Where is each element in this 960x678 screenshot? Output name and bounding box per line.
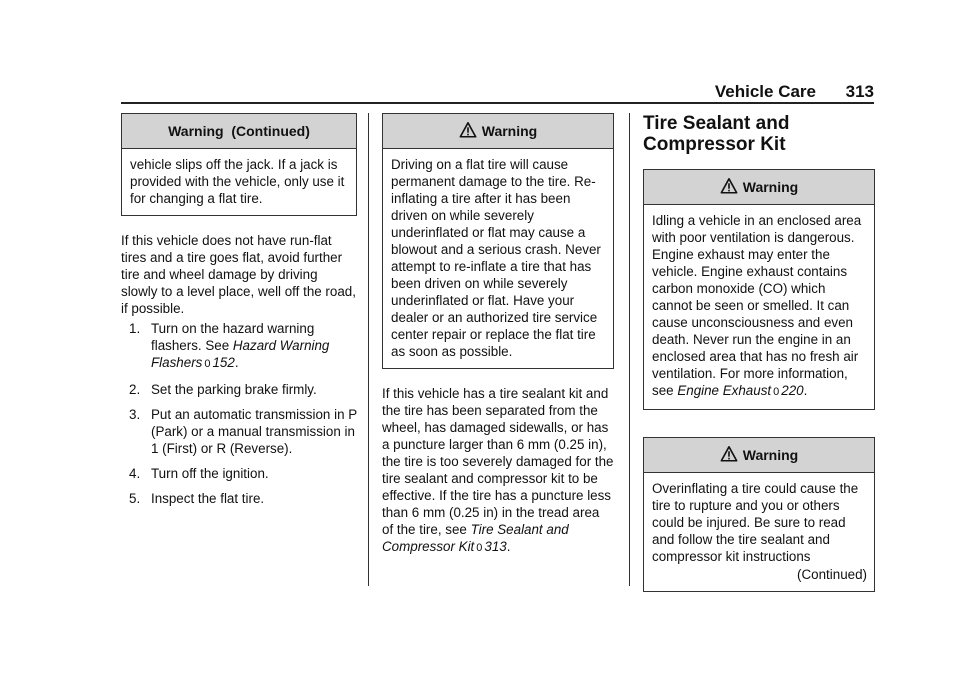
column-divider (629, 113, 630, 586)
warning-body: Idling a vehicle in an enclosed area with poor ventilation is dangerous. Engine exhaust may enter the vehicle. Engine exhaust contains carbon monoxide (CO) which cannot be seen or smelled. It can cause unconsciousness and even death. Never run the engine in an enclosed area that has no fresh air ventilation. For more information, see (652, 213, 862, 398)
cross-reference-link[interactable]: Hazard Warning Flashers (151, 338, 330, 370)
warning-text (644, 473, 874, 591)
warning-title: Warning (481, 123, 538, 139)
reference-page[interactable]: 313 (484, 539, 507, 554)
column-right (643, 113, 875, 592)
warning-body: Overinflating a tire could cause the tire to rupture and you or others could be injured. Be sure to read and follow the tire sealant and compressor kit instructions (652, 481, 859, 564)
reference-page[interactable]: 152 (212, 355, 235, 370)
step-text: Set the parking brake firmly. (151, 382, 317, 397)
intro-paragraph: If this vehicle does not have run-flat tires and a tire goes flat, avoid further tire and wheel damage by driving slowly to a level place, well off the road, if possible. (121, 233, 356, 316)
warning-title: Warning (742, 447, 799, 463)
page-number: 313 (845, 82, 874, 101)
page-header (121, 76, 874, 104)
steps-list (121, 320, 357, 507)
warning-triangle-icon (459, 121, 477, 139)
warning-box (382, 113, 614, 369)
section-title: Vehicle Care (714, 82, 816, 101)
paragraph-text: If this vehicle has a tire sealant kit and the tire has been separated from the wheel, has damaged sidewalls, or has a puncture larger than 6 mm (0.25 in), the tire is too severely damaged for the tire sealant and compressor kit to be effective. If the tire has a puncture less than 6 mm (0.25 in) in the tread area of the tire, see (382, 386, 614, 537)
step-number: 1. (129, 321, 141, 336)
warning-box-exhaust (643, 169, 875, 410)
step-number: 5. (129, 491, 141, 506)
warning-text: Driving on a flat tire will cause permanent damage to the tire. Re-inflating a tire after it has been driven on while severely underinflated or flat may cause a blowout and a serious crash. Never attempt to re-inflate a tire that has been driven on while severely underinflated or flat. Have your dealer or an authorized tire service center repair or replace the flat tire as soon as possible. (391, 157, 601, 359)
list-item (129, 320, 357, 373)
step-number: 2. (129, 382, 141, 397)
warning-box-continued (121, 113, 357, 216)
heading-line: Tire Sealant and (643, 113, 790, 134)
list-item (129, 490, 357, 507)
heading-line: Compressor Kit (643, 134, 786, 155)
section-heading (643, 113, 875, 155)
step-text: Put an automatic transmission in P (Park) or a manual transmission in 1 (First) or R (Reverse). (151, 407, 357, 456)
step-text: Inspect the flat tire. (151, 491, 265, 506)
warning-header: Warning (Continued) (122, 114, 356, 149)
warning-text (644, 205, 874, 409)
page-reference-icon: 0 (773, 386, 780, 398)
paragraph-tail: . (506, 539, 511, 554)
step-text: Turn off the ignition. (151, 466, 269, 481)
column-middle (382, 113, 614, 557)
list-item (129, 465, 357, 482)
list-item (129, 406, 357, 457)
warning-header (383, 114, 613, 149)
step-number: 4. (129, 466, 141, 481)
step-number: 3. (129, 407, 141, 422)
reference-page[interactable]: 220 (781, 383, 804, 398)
page-reference-icon: 0 (476, 542, 483, 554)
cross-reference-link[interactable]: Engine Exhaust (677, 383, 772, 398)
page-reference-icon: 0 (204, 358, 211, 370)
cross-reference-link[interactable]: Tire Sealant and Compressor Kit (382, 522, 569, 554)
list-item (129, 381, 357, 398)
body-paragraph (382, 385, 614, 557)
warning-box-overinflation (643, 437, 875, 592)
warning-triangle-icon (720, 445, 738, 463)
warning-header (644, 438, 874, 473)
continued-label: (Continued) (797, 567, 867, 582)
column-left (121, 113, 357, 515)
warning-tail: . (803, 383, 808, 398)
warning-title: Warning (742, 179, 799, 195)
step-tail: . (234, 355, 239, 370)
warning-text: vehicle slips off the jack. If a jack is provided with the vehicle, only use it for changing a flat tire. (130, 157, 345, 206)
column-divider (368, 113, 369, 586)
warning-header (644, 170, 874, 205)
step-text: Turn on the hazard warning flashers. See (151, 321, 315, 353)
warning-triangle-icon (720, 177, 738, 195)
